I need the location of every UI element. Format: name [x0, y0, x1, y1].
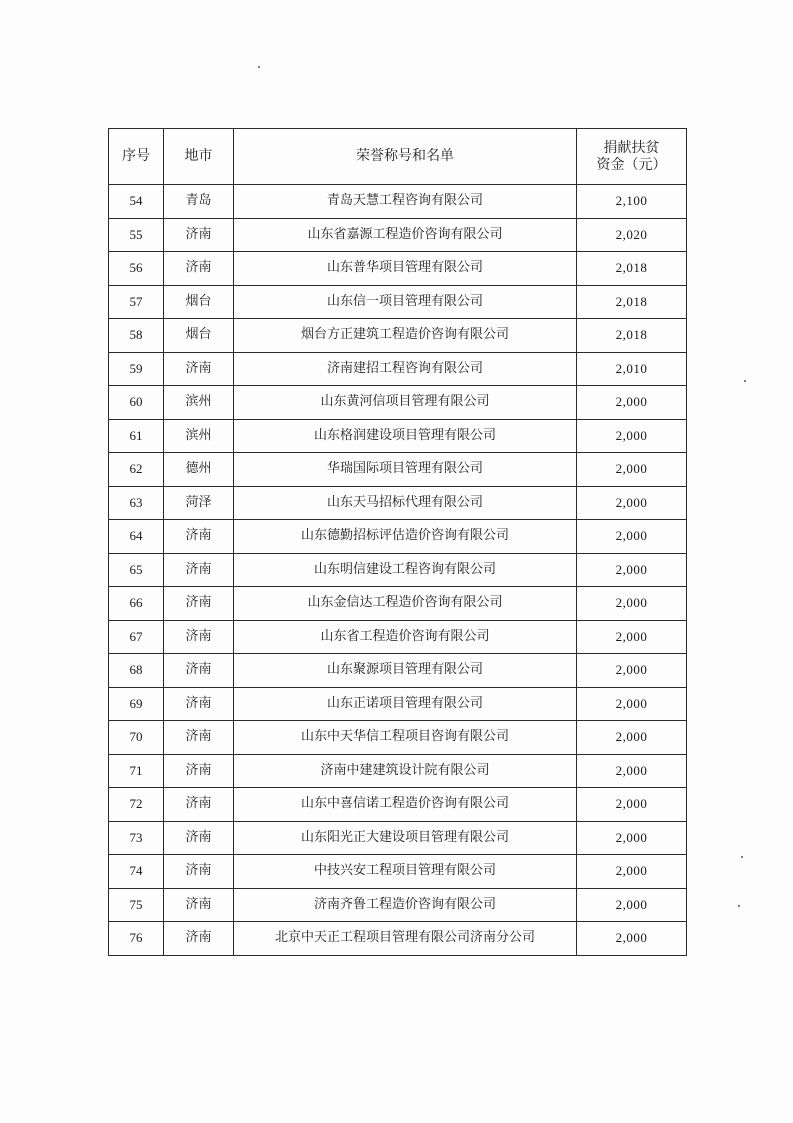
row-name-cell: 山东省嘉源工程造价咨询有限公司: [234, 218, 577, 252]
row-city-cell: 济南: [164, 821, 234, 855]
row-seq-cell: 76: [109, 922, 164, 956]
row-seq-cell: 61: [109, 419, 164, 453]
row-name-cell: 华瑞国际项目管理有限公司: [234, 453, 577, 487]
row-city-cell: 济南: [164, 520, 234, 554]
honor-list-table: [108, 128, 687, 956]
row-seq-cell: 64: [109, 520, 164, 554]
row-amount-cell: 2,000: [577, 587, 687, 621]
table-row: [109, 453, 687, 487]
row-name-cell: 山东正诺项目管理有限公司: [234, 687, 577, 721]
row-city-cell: 济南: [164, 788, 234, 822]
scan-speck: [738, 905, 740, 907]
row-name-cell: 山东省工程造价咨询有限公司: [234, 620, 577, 654]
row-amount-cell: 2,000: [577, 922, 687, 956]
row-name-cell: 北京中天正工程项目管理有限公司济南分公司: [234, 922, 577, 956]
row-city-cell: 济南: [164, 620, 234, 654]
row-city-cell: 烟台: [164, 285, 234, 319]
row-amount-cell: 2,018: [577, 285, 687, 319]
row-amount-cell: 2,000: [577, 386, 687, 420]
row-name-cell: 山东金信达工程造价咨询有限公司: [234, 587, 577, 621]
row-name-cell: 山东天马招标代理有限公司: [234, 486, 577, 520]
row-city-cell: 德州: [164, 453, 234, 487]
row-city-cell: 烟台: [164, 319, 234, 353]
table-row: [109, 821, 687, 855]
row-city-cell: 济南: [164, 252, 234, 286]
header-amount: [577, 129, 687, 185]
row-amount-cell: 2,018: [577, 252, 687, 286]
row-amount-cell: 2,000: [577, 721, 687, 755]
row-name-cell: 山东德勤招标评估造价咨询有限公司: [234, 520, 577, 554]
header-name: 荣誉称号和名单: [234, 129, 577, 185]
row-seq-cell: 68: [109, 654, 164, 688]
row-seq-cell: 54: [109, 185, 164, 219]
row-amount-cell: 2,100: [577, 185, 687, 219]
table-row: [109, 587, 687, 621]
row-amount-cell: 2,000: [577, 654, 687, 688]
row-seq-cell: 72: [109, 788, 164, 822]
table-row: [109, 218, 687, 252]
row-amount-cell: 2,000: [577, 453, 687, 487]
table-row: [109, 352, 687, 386]
row-amount-cell: 2,000: [577, 754, 687, 788]
row-seq-cell: 57: [109, 285, 164, 319]
table-row: [109, 922, 687, 956]
row-name-cell: 青岛天慧工程咨询有限公司: [234, 185, 577, 219]
row-name-cell: 山东聚源项目管理有限公司: [234, 654, 577, 688]
table-row: [109, 419, 687, 453]
row-seq-cell: 74: [109, 855, 164, 889]
row-amount-cell: 2,018: [577, 319, 687, 353]
row-seq-cell: 75: [109, 888, 164, 922]
table-row: [109, 687, 687, 721]
row-amount-cell: 2,010: [577, 352, 687, 386]
row-name-cell: 山东明信建设工程咨询有限公司: [234, 553, 577, 587]
row-city-cell: 济南: [164, 721, 234, 755]
header-amount-line2: 资金（元）: [596, 156, 667, 173]
table-row: [109, 285, 687, 319]
row-seq-cell: 70: [109, 721, 164, 755]
row-amount-cell: 2,000: [577, 788, 687, 822]
row-city-cell: 菏泽: [164, 486, 234, 520]
row-name-cell: 济南齐鲁工程造价咨询有限公司: [234, 888, 577, 922]
row-city-cell: 济南: [164, 687, 234, 721]
row-seq-cell: 58: [109, 319, 164, 353]
row-amount-cell: 2,020: [577, 218, 687, 252]
row-city-cell: 青岛: [164, 185, 234, 219]
table-row: [109, 620, 687, 654]
row-city-cell: 济南: [164, 922, 234, 956]
table-row: [109, 888, 687, 922]
row-name-cell: 济南中建建筑设计院有限公司: [234, 754, 577, 788]
row-seq-cell: 73: [109, 821, 164, 855]
row-name-cell: 山东阳光正大建设项目管理有限公司: [234, 821, 577, 855]
row-seq-cell: 71: [109, 754, 164, 788]
table-header-row: [109, 129, 687, 185]
row-seq-cell: 65: [109, 553, 164, 587]
row-name-cell: 山东信一项目管理有限公司: [234, 285, 577, 319]
row-amount-cell: 2,000: [577, 553, 687, 587]
header-city: 地市: [164, 129, 234, 185]
header-amount-line1: 捐献扶贫: [603, 139, 660, 156]
row-name-cell: 山东黄河信项目管理有限公司: [234, 386, 577, 420]
table-row: [109, 855, 687, 889]
table-row: [109, 754, 687, 788]
row-seq-cell: 55: [109, 218, 164, 252]
row-amount-cell: 2,000: [577, 486, 687, 520]
row-city-cell: 滨州: [164, 419, 234, 453]
table-row: [109, 252, 687, 286]
row-city-cell: 济南: [164, 352, 234, 386]
row-name-cell: 山东中喜信诺工程造价咨询有限公司: [234, 788, 577, 822]
row-amount-cell: 2,000: [577, 687, 687, 721]
table-row: [109, 386, 687, 420]
row-city-cell: 济南: [164, 754, 234, 788]
row-name-cell: 山东中天华信工程项目咨询有限公司: [234, 721, 577, 755]
row-city-cell: 滨州: [164, 386, 234, 420]
row-city-cell: 济南: [164, 587, 234, 621]
row-name-cell: 中技兴安工程项目管理有限公司: [234, 855, 577, 889]
table-row: [109, 185, 687, 219]
row-seq-cell: 63: [109, 486, 164, 520]
row-amount-cell: 2,000: [577, 855, 687, 889]
row-name-cell: 烟台方正建筑工程造价咨询有限公司: [234, 319, 577, 353]
scan-speck: [741, 856, 743, 858]
table-row: [109, 553, 687, 587]
row-amount-cell: 2,000: [577, 821, 687, 855]
row-amount-cell: 2,000: [577, 520, 687, 554]
row-seq-cell: 66: [109, 587, 164, 621]
scan-speck: [744, 380, 746, 382]
scan-speck: [258, 66, 260, 68]
table-row: [109, 654, 687, 688]
row-seq-cell: 67: [109, 620, 164, 654]
table-row: [109, 721, 687, 755]
row-city-cell: 济南: [164, 888, 234, 922]
row-seq-cell: 59: [109, 352, 164, 386]
row-city-cell: 济南: [164, 553, 234, 587]
table-row: [109, 319, 687, 353]
table-row: [109, 788, 687, 822]
row-name-cell: 济南建招工程咨询有限公司: [234, 352, 577, 386]
row-seq-cell: 56: [109, 252, 164, 286]
row-city-cell: 济南: [164, 654, 234, 688]
table-row: [109, 520, 687, 554]
row-name-cell: 山东普华项目管理有限公司: [234, 252, 577, 286]
row-amount-cell: 2,000: [577, 419, 687, 453]
table-row: [109, 486, 687, 520]
row-amount-cell: 2,000: [577, 620, 687, 654]
row-city-cell: 济南: [164, 218, 234, 252]
row-amount-cell: 2,000: [577, 888, 687, 922]
row-seq-cell: 69: [109, 687, 164, 721]
row-city-cell: 济南: [164, 855, 234, 889]
row-name-cell: 山东格润建设项目管理有限公司: [234, 419, 577, 453]
row-seq-cell: 62: [109, 453, 164, 487]
header-seq: 序号: [109, 129, 164, 185]
row-seq-cell: 60: [109, 386, 164, 420]
